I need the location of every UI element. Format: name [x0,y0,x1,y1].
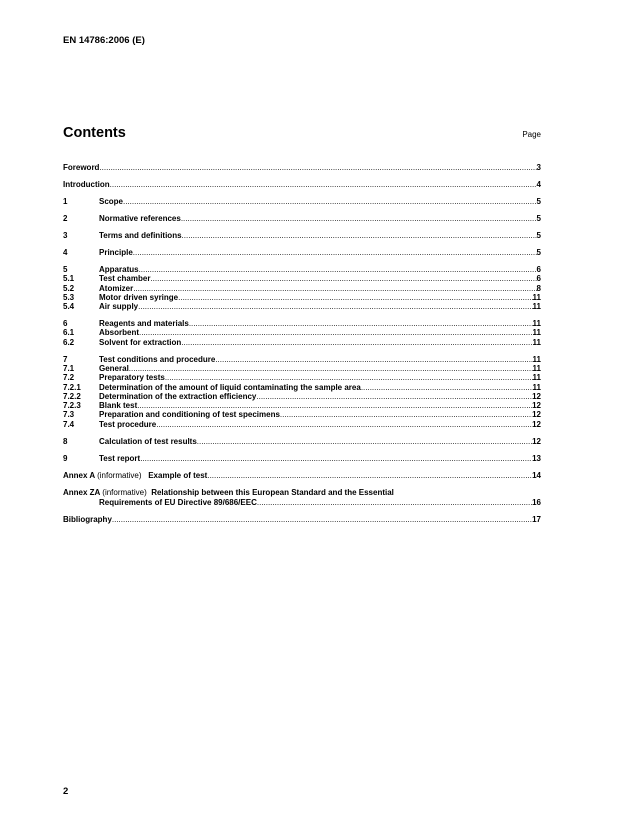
annex-za-label-line1: Relationship between this European Standard and the Essential [151,487,394,497]
toc-entry-page: 12 [532,419,541,429]
annex-za-id: Annex ZA [63,487,101,497]
toc-entry-number: 6 [63,319,68,329]
leader-dots [280,410,532,419]
leader-dots [156,420,532,429]
toc-entry-page: 11 [532,382,541,392]
toc-entry-label: Normative references [99,213,181,223]
toc-entry-label: Blank test [99,401,138,411]
toc-entry-label: Foreword [63,163,100,172]
toc-entry-label: Motor driven syringe [99,292,179,302]
toc-entry-annex-za-continued[interactable] [63,498,541,507]
page-column-label: Page [522,130,541,139]
toc-entry-number: 5.2 [63,283,75,293]
toc-entry-label: Determination of the amount of liquid contaminating the sample area [99,382,361,392]
toc-entry-number: 5.3 [63,292,75,302]
leader-dots [197,437,532,446]
leader-dots [256,392,532,401]
toc-entry-7-2-3[interactable] [63,401,541,410]
toc-entry-number: 7.1 [63,363,75,373]
toc-entry-9[interactable] [63,454,541,463]
toc-entry-1[interactable] [63,197,541,206]
toc-entry-label: Apparatus [99,264,139,274]
toc-entry-7-2-2[interactable] [63,392,541,401]
annex-za-label-line2: Requirements of EU Directive 89/686/EEC [99,498,257,508]
toc-entry-3[interactable] [63,231,541,240]
toc-entry-page: 5 [536,196,541,206]
toc-entry-page: 6 [536,264,541,274]
leader-dots [361,383,533,392]
toc-entry-page: 16 [532,498,541,508]
leader-dots [133,248,537,257]
leader-dots [165,373,533,382]
toc-entry-5[interactable] [63,265,541,274]
leader-dots [110,180,537,189]
toc-entry-page: 4 [536,179,541,189]
toc-entry-2[interactable] [63,214,541,223]
leader-dots [99,163,536,172]
toc-entry-number: 7.2 [63,373,75,383]
toc-entry-number: 5 [63,264,68,274]
toc-entry-label: Reagents and materials [99,319,189,329]
toc-entry-label: Test report [99,453,141,463]
toc-entry-page: 5 [536,247,541,257]
toc-entry-number: 3 [63,230,68,240]
toc-entry-number: 7 [63,354,68,364]
toc-entry-page: 11 [532,337,541,347]
leader-dots [207,471,532,480]
toc-entry-5-2[interactable] [63,284,541,293]
annex-za-heading [63,488,394,499]
toc-entry-label: Absorbent [99,328,139,338]
leader-dots [139,328,533,337]
toc-entry-label: Air supply [99,302,139,312]
leader-dots [189,319,533,328]
leader-dots [181,214,537,223]
toc-entry-annex-a[interactable] [63,471,541,480]
toc-entry-6-2[interactable] [63,338,541,347]
toc-entry-8[interactable] [63,437,541,446]
toc-entry-number: 6.1 [63,328,75,338]
toc-entry-number: 5.1 [63,274,75,284]
toc-entry-label: Introduction [63,179,110,189]
leader-dots [150,274,536,283]
toc-entry-label: Preparation and conditioning of test specimens [99,410,280,420]
toc-entry-7[interactable] [63,355,541,364]
toc-entry-number: 7.3 [63,410,75,420]
toc-entry-page: 11 [532,319,541,329]
leader-dots [133,284,536,293]
leader-dots [137,401,532,410]
toc-entry-number: 1 [63,196,68,206]
toc-entry-label: Test chamber [99,274,151,284]
toc-entry-7-1[interactable] [63,364,541,373]
annex-a-label: Example of test [148,470,208,480]
annex-a-type: (informative) [97,470,142,480]
toc-entry-5-4[interactable] [63,302,541,311]
toc-entry-number: 2 [63,213,68,223]
toc-entry-page: 17 [532,515,541,525]
toc-entry-number: 4 [63,247,68,257]
toc-entry-number: 9 [63,453,68,463]
leader-dots [140,454,532,463]
toc-entry-number: 8 [63,436,68,446]
toc-entry-page: 12 [532,436,541,446]
toc-entry-number: 7.2.2 [63,391,81,401]
annex-za-type: (informative) [102,487,147,497]
table-of-contents [63,163,541,524]
toc-entry-page: 11 [532,292,541,302]
toc-entry-page: 12 [532,410,541,420]
toc-entry-page: 11 [532,354,541,364]
toc-entry-label: Solvent for extraction [99,337,182,347]
toc-entry-7-2[interactable] [63,373,541,382]
annex-a-heading [63,471,207,480]
toc-entry-7-2-1[interactable] [63,383,541,392]
toc-entry-label: Test conditions and procedure [99,354,216,364]
annex-a-id: Annex A [63,470,95,480]
toc-entry-number: 7.2.1 [63,382,81,392]
toc-entry-page: 5 [536,213,541,223]
leader-dots [123,197,537,206]
leader-dots [257,498,532,507]
leader-dots [178,293,532,302]
toc-entry-number: 7.2.3 [63,401,81,411]
toc-entry-label: General [99,363,129,373]
toc-entry-6[interactable] [63,319,541,328]
toc-entry-7-4[interactable] [63,420,541,429]
toc-entry-page: 8 [536,283,541,293]
toc-entry-page: 6 [536,274,541,284]
toc-entry-annex-za[interactable] [63,488,541,499]
toc-entry-label: Terms and definitions [99,230,182,240]
toc-entry-label: Preparatory tests [99,373,165,383]
toc-entry-page: 13 [532,453,541,463]
toc-entry-page: 14 [532,470,541,480]
toc-entry-page: 12 [532,401,541,411]
leader-dots [138,302,532,311]
leader-dots [139,265,537,274]
toc-entry-5-3[interactable] [63,293,541,302]
toc-entry-page: 3 [536,163,541,172]
toc-entry-label: Principle [99,247,133,257]
leader-dots [129,364,533,373]
document-id: EN 14786:2006 (E) [63,35,145,46]
leader-dots [215,355,532,364]
toc-entry-label: Scope [99,196,124,206]
toc-entry-5-1[interactable] [63,274,541,283]
toc-entry-label: Test procedure [99,419,157,429]
toc-entry-page: 11 [532,363,541,373]
toc-entry-page: 5 [536,230,541,240]
toc-entry-label: Atomizer [99,283,134,293]
toc-entry-number: 6.2 [63,337,75,347]
leader-dots [182,231,537,240]
toc-entry-6-1[interactable] [63,328,541,337]
toc-entry-foreword[interactable] [63,163,541,172]
toc-entry-introduction[interactable] [63,180,541,189]
page-number: 2 [63,786,69,797]
toc-entry-label: Bibliography [63,515,112,525]
toc-entry-page: 11 [532,302,541,312]
toc-entry-4[interactable] [63,248,541,257]
toc-entry-page: 11 [532,328,541,338]
toc-entry-label: Determination of the extraction efficiency [99,391,257,401]
toc-entry-7-3[interactable] [63,410,541,419]
leader-dots [181,338,532,347]
toc-entry-number: 7.4 [63,419,75,429]
toc-entry-page: 12 [532,391,541,401]
toc-entry-number: 5.4 [63,302,75,312]
toc-entry-page: 11 [532,373,541,383]
leader-dots [112,515,532,524]
toc-entry-bibliography[interactable] [63,515,541,524]
contents-title: Contents [63,125,126,141]
toc-entry-label: Calculation of test results [99,436,197,446]
